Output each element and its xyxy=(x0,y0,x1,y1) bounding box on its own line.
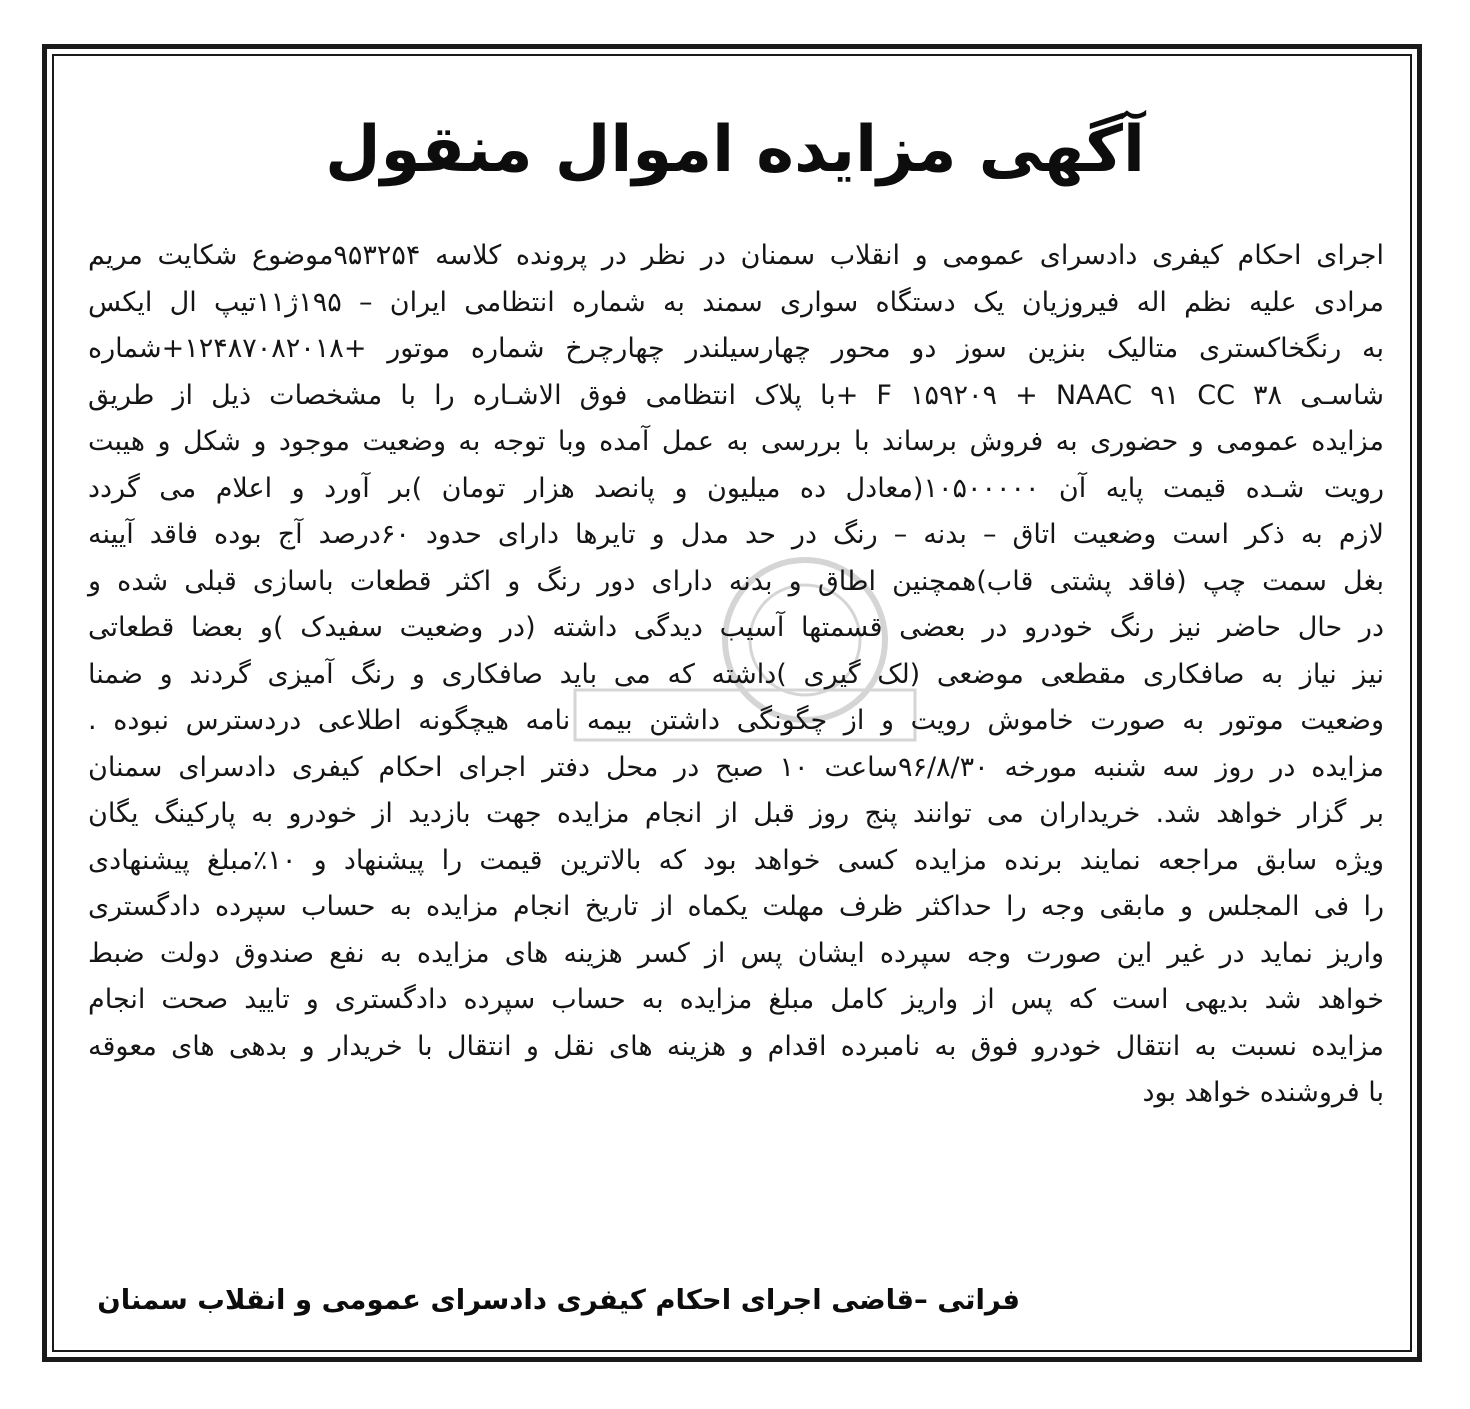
body-line: ویژه سابق مراجعه نمایند برنده مزایده کسی خواهد بود که بالاترین قیمت را پیشنهاد و ۱۰٪مبلغ پیشنهادی xyxy=(88,844,1384,876)
body-line: بغل سمت چپ (فاقد پشتی قاب)همچنین اطاق و بدنه دارای دور رنگ و اکثر قطعات باسازی قبلی شده و xyxy=(88,565,1384,597)
body-line: رویت شـده قیمت پایه آن ۱۰۵۰۰۰۰۰(معادل ده میلیون و پانصد هزار تومان )بر آورد و اعلام می گردد xyxy=(88,472,1384,504)
body-line: بر گزار خواهد شد. خریداران می توانند پنج روز قبل از انجام مزایده جهت بازدید از خودرو به پارکینگ یگان xyxy=(88,798,1384,829)
body-line: وضعیت موتور به صورت خاموش رویت و از چگونگی داشتن بیمه نامه هیچگونه اطلاعی دردسترس نبوده . xyxy=(88,705,1384,736)
signature: فراتی –قاضی اجرای احکام کیفری دادسرای عمومی و انقلاب سمنان xyxy=(97,1284,1020,1316)
body-line: مرادی علیه نظم اله فیروزیان یک دستگاه سواری سمند به شماره انتظامی ایران – ۱۹۵ژ۱۱تیپ ال ایکس xyxy=(88,286,1384,318)
body-line: شاسـی F ۱۵۹۲۰۹ + NAAC ۹۱ CC ۳۸ +با پلاک انتظامی فوق الاشـاره را با مشخصات ذیل از طریق xyxy=(88,379,1384,411)
body-line: اجرای احکام کیفری دادسرای عمومی و انقلاب سمنان در نظر در پرونده کلاسه ۹۵۳۲۵۴موضوع شکایت مریم xyxy=(88,240,1384,271)
body-line: خواهد شد بدیهی است که پس از واریز کامل مبلغ مزایده به حساب سپرده دادگستری و تایید صحت انجام xyxy=(88,984,1384,1015)
body-line: نیز نیاز به صافکاری مقطعی موضعی (لک گیری )داشته که می باید صافکاری و رنگ آمیزی گردند و ضمنا xyxy=(88,658,1384,690)
body-line: لازم به ذکر است وضعیت اتاق – بدنه – رنگ در حد مدل و تایرها دارای حدود ۶۰درصد آج بوده فاقد آیینه xyxy=(88,519,1384,550)
body-line: مزایده عمومی و حضوری به فروش برساند با بررسی به عمل آمده وبا توجه به وضعیت موجود و شکل و هیبت xyxy=(88,426,1384,457)
body-line-final: با فروشنده خواهد بود xyxy=(1142,1077,1384,1108)
body-line: مزایده در روز سه شنبه مورخه ۹۶/۸/۳۰ساعت ۱۰ صبح در محل دفتر اجرای احکام کیفری دادسرای سمنان xyxy=(88,751,1384,783)
notice-title: آگهی مزایده اموال منقول xyxy=(325,113,1145,187)
body-line: را فی المجلس و مابقی وجه را حداکثر ظرف مهلت یکماه از تاریخ انجام مزایده به حساب سپرده دادگستری xyxy=(88,891,1384,922)
body-line: واریز نماید در غیر این صورت وجه سپرده ایشان پس از کسر هزینه های مزایده به نفع صندوق دولت ضبط xyxy=(88,937,1384,969)
body-line: به رنگخاکستری متالیک بنزین سوز دو محور چهارسیلندر چهارچرخ شماره موتور +۱۲۴۸۷۰۸۲۰۱۸+شماره xyxy=(88,333,1384,364)
notice-body xyxy=(88,233,1384,1117)
body-line: در حال حاضر نیز رنگ خودرو در بعضی قسمتها آسیب دیدگی داشته (در وضعیت سفیدک )و بعضا قطعاتی xyxy=(88,612,1384,643)
body-line: مزایده نسبت به انتقال خودرو فوق به نامبرده اقدام و هزینه های نقل و انتقال با خریدار و بدهی های معوقه xyxy=(88,1030,1384,1062)
